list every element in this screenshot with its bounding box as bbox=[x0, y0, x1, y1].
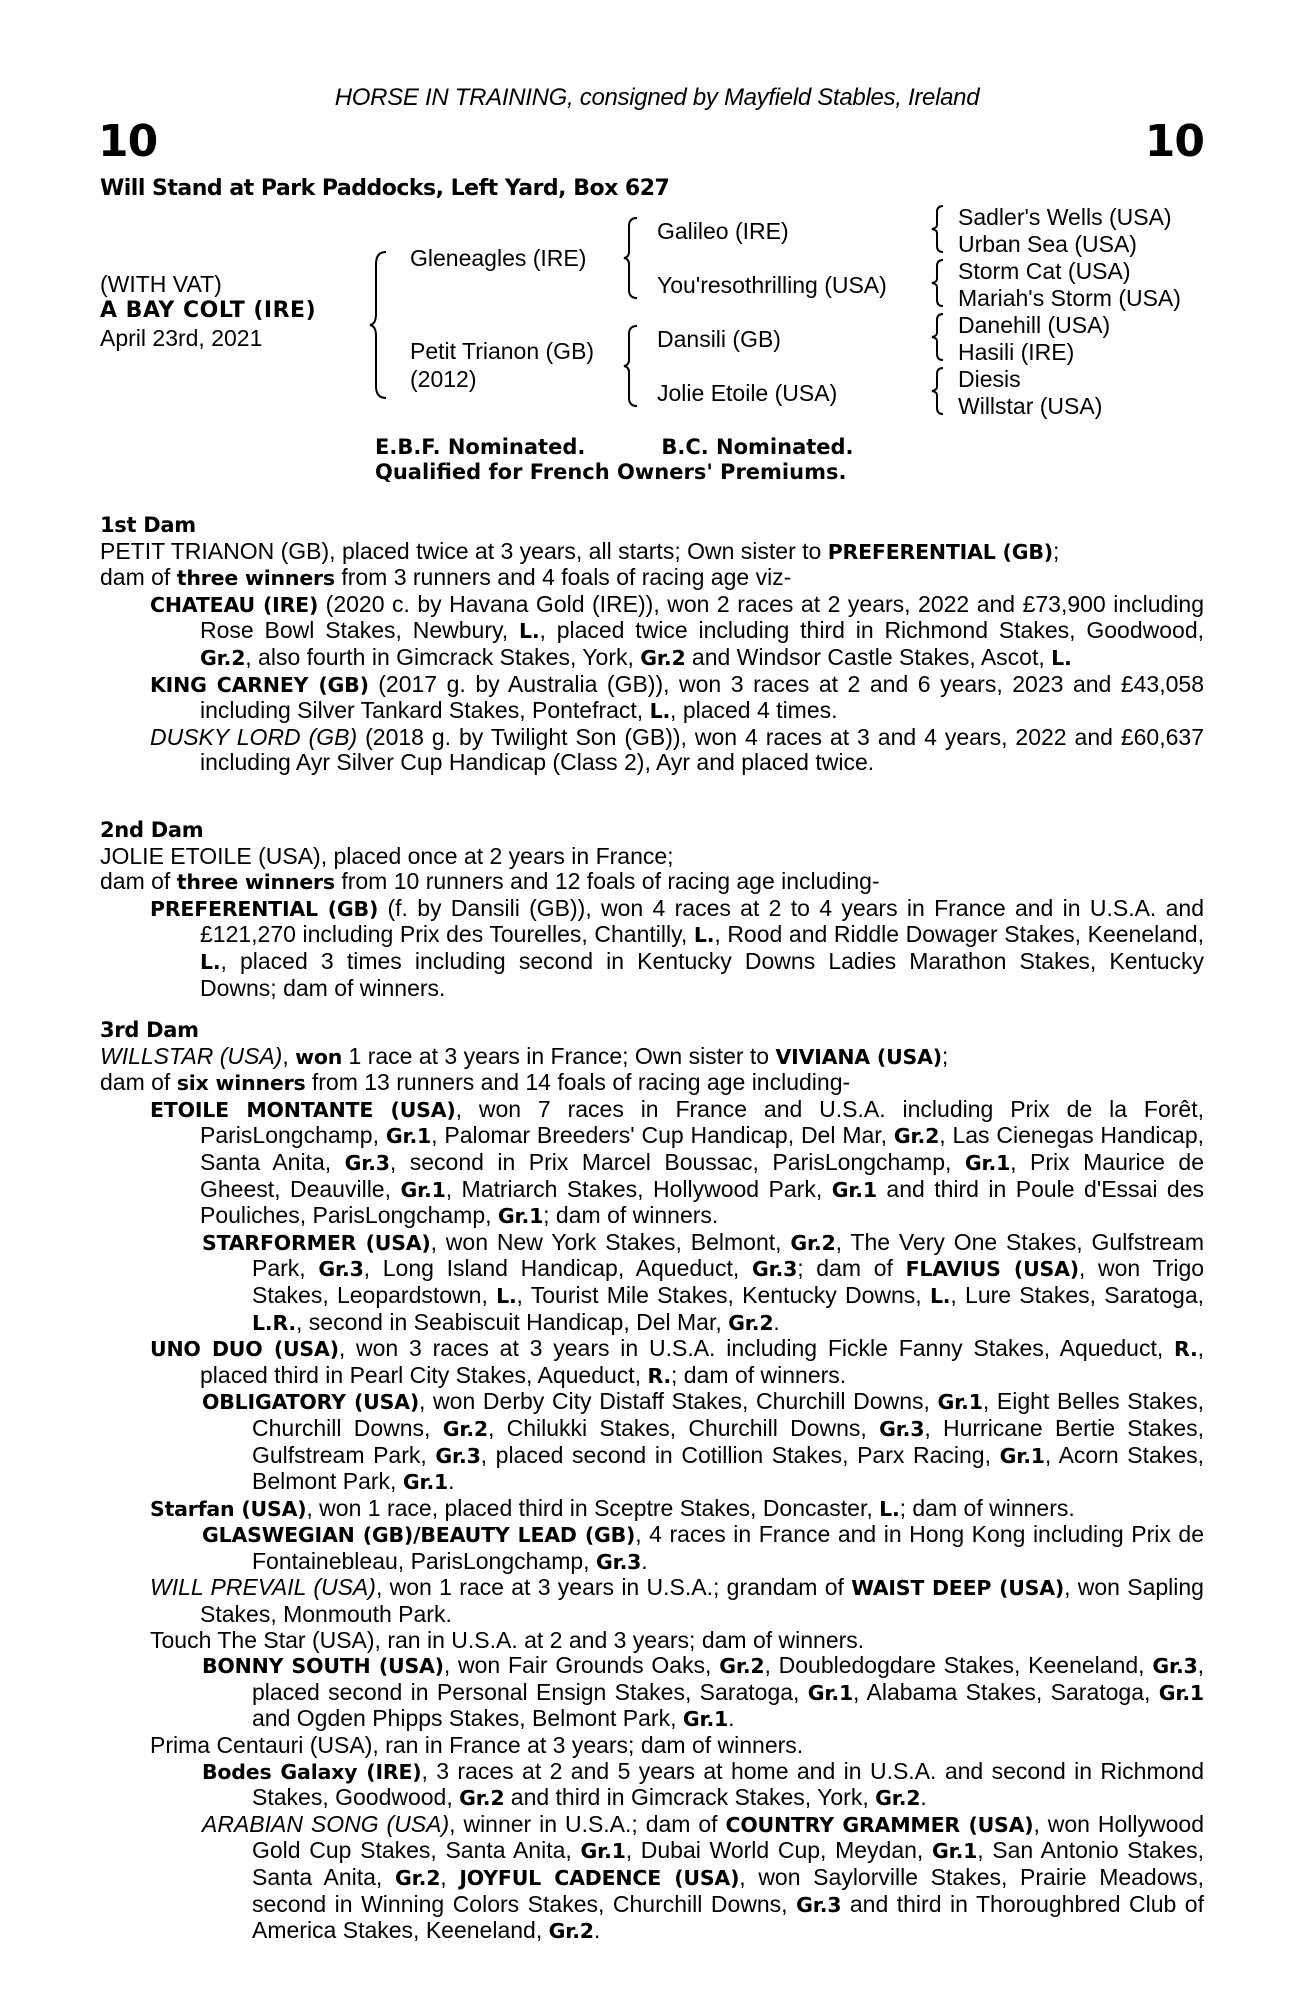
text-run: , placed third in Pearl City Stakes, Aqueduct, bbox=[200, 1335, 1204, 1388]
italic-text: WILLSTAR (USA) bbox=[100, 1042, 283, 1069]
bold-text: Bodes Galaxy (IRE) bbox=[202, 1759, 422, 1784]
bold-text: Gr.1 bbox=[964, 1150, 1011, 1175]
bold-text: Gr.2 bbox=[875, 1786, 921, 1811]
text-run: , placed twice including third in Richmond Stakes, Goodwood, bbox=[539, 617, 1204, 644]
bold-text: Gr.1 bbox=[497, 1204, 544, 1229]
bold-text: Gr.1 bbox=[807, 1680, 854, 1705]
great-grandparent: Urban Sea (USA) bbox=[958, 231, 1137, 257]
descendant-entry bbox=[100, 1522, 1204, 1575]
text-run: , also fourth in Gimcrack Stakes, York, bbox=[245, 643, 641, 670]
bold-text: six winners bbox=[176, 1071, 306, 1096]
text-run: , Eight Belles Stakes, Churchill Downs, bbox=[252, 1388, 1204, 1441]
bold-text: WAIST DEEP (USA) bbox=[851, 1576, 1065, 1601]
text-run: dam of bbox=[100, 564, 177, 591]
bold-text: Gr.1 bbox=[937, 1390, 983, 1415]
text-run: , 4 races in France and in Hong Kong including Prix de Fontainebleau, ParisLongchamp, bbox=[252, 1521, 1204, 1574]
great-grandparent: Hasili (IRE) bbox=[958, 339, 1075, 365]
text-run: dam of bbox=[100, 868, 177, 895]
dam: Petit Trianon (GB) bbox=[410, 338, 595, 364]
text-run: ; dam of winners. bbox=[899, 1494, 1075, 1521]
ggp-brace-icon bbox=[930, 204, 946, 254]
text-run: (f. by Dansili (GB)), won 4 races at 2 to 4 years in France and in U.S.A. and £121,270 including Prix des Tourelles, Chantilly, bbox=[200, 894, 1205, 948]
text-run: , won 3 races at 3 years in U.S.A. including Fickle Fanny Stakes, Aqueduct, bbox=[338, 1335, 1175, 1362]
vat-note: (WITH VAT) bbox=[100, 271, 222, 297]
dam-record bbox=[100, 869, 1204, 896]
text-run: , Long Island Handicap, Aqueduct, bbox=[363, 1255, 752, 1282]
italic-text: ARABIAN SONG (USA) bbox=[202, 1810, 450, 1837]
bold-text: FLAVIUS (USA) bbox=[905, 1257, 1079, 1282]
text-run: , bbox=[282, 1042, 296, 1069]
text-run: . bbox=[920, 1784, 927, 1811]
bold-text: L.R. bbox=[252, 1310, 297, 1335]
text-run: Touch The Star (USA), ran in U.S.A. at 2 and 3 years; dam of winners. bbox=[150, 1626, 865, 1653]
great-grandparent: Willstar (USA) bbox=[958, 393, 1103, 419]
bold-text: Gr.1 bbox=[400, 1177, 446, 1202]
bold-text: GLASWEGIAN (GB)/BEAUTY LEAD (GB) bbox=[202, 1523, 636, 1548]
text-run: , won Saylorville Stakes, Prairie Meadows, second in Winning Colors Stakes, Churchill Downs, bbox=[252, 1864, 1205, 1917]
bold-text: L. bbox=[496, 1283, 517, 1308]
text-run: , won New York Stakes, Belmont, bbox=[430, 1228, 791, 1255]
sire: Gleneagles (IRE) bbox=[410, 245, 587, 271]
bold-text: PREFERENTIAL (GB) bbox=[150, 896, 379, 921]
dam-record bbox=[100, 1044, 1204, 1071]
sire-sire: Galileo (IRE) bbox=[657, 218, 789, 244]
produce-entry bbox=[100, 896, 1204, 1001]
text-run: , placed 4 times. bbox=[670, 697, 838, 724]
bold-text: won bbox=[295, 1044, 343, 1069]
text-run: 1 race at 3 years in France; Own sister to bbox=[342, 1042, 776, 1069]
bold-text: Gr.1 bbox=[682, 1707, 729, 1732]
bold-text: Gr.2 bbox=[395, 1866, 441, 1890]
bold-text: Gr.2 bbox=[719, 1654, 765, 1679]
section-2nd-dam bbox=[100, 818, 1204, 1001]
text-run: ; dam of winners. bbox=[671, 1361, 847, 1388]
text-run: , Chilukki Stakes, Churchill Downs, bbox=[487, 1414, 880, 1441]
text-run: , Palomar Breeders' Cup Handicap, Del Mar, bbox=[431, 1122, 894, 1149]
text-run: . bbox=[728, 1705, 735, 1732]
text-run: , placed 3 times including second in Kentucky Downs Ladies Marathon Stakes, Kentucky Downs; dam of winners. bbox=[200, 947, 1204, 1001]
bold-text: Gr.3 bbox=[751, 1257, 798, 1282]
text-run: , placed second in Personal Ensign Stakes, Saratoga, bbox=[252, 1652, 1204, 1705]
bold-text: L. bbox=[929, 1283, 951, 1308]
bold-text: OBLIGATORY (USA) bbox=[202, 1390, 419, 1415]
ggp-brace-icon bbox=[930, 258, 946, 308]
text-run: and third in Thoroughbred Club of America Stakes, Keeneland, bbox=[252, 1890, 1204, 1944]
produce-entry bbox=[100, 725, 1204, 776]
text-run: . bbox=[773, 1308, 780, 1335]
bold-text: Gr.2 bbox=[790, 1230, 836, 1255]
section-body bbox=[100, 844, 1204, 1002]
produce-entry bbox=[100, 1097, 1204, 1230]
section-heading: 1st Dam bbox=[100, 513, 196, 537]
text-run: ; dam of bbox=[797, 1255, 906, 1282]
produce-entry bbox=[100, 1733, 1204, 1759]
bold-text: JOYFUL CADENCE (USA) bbox=[459, 1866, 740, 1890]
bold-text: Gr.2 bbox=[640, 645, 686, 670]
bold-text: Gr.1 bbox=[580, 1839, 626, 1864]
bold-text: R. bbox=[647, 1363, 672, 1388]
dam-record bbox=[100, 1070, 1204, 1097]
foaling-date: April 23rd, 2021 bbox=[100, 325, 263, 351]
ggp-brace-icon bbox=[930, 312, 946, 362]
text-run: JOLIE ETOILE (USA), placed once at 2 years in France; bbox=[100, 842, 674, 869]
bold-text: Gr.2 bbox=[893, 1124, 940, 1149]
bold-text: Gr.3 bbox=[796, 1892, 842, 1917]
italic-text: DUSKY LORD (GB) bbox=[150, 723, 358, 750]
text-run: Prima Centauri (USA), ran in France at 3 years; dam of winners. bbox=[150, 1732, 804, 1759]
bold-text: Gr.2 bbox=[728, 1310, 774, 1335]
bold-text: Gr.3 bbox=[595, 1549, 642, 1574]
text-run: and third in Poule d'Essai des Pouliches, ParisLongchamp, bbox=[200, 1175, 1204, 1229]
dam-record bbox=[100, 565, 1204, 592]
consignor-line: HORSE IN TRAINING, consigned by Mayfield Stables, Ireland bbox=[334, 84, 980, 111]
bold-text: L. bbox=[693, 923, 715, 948]
descendant-entry bbox=[100, 1759, 1204, 1812]
bold-text: Gr.3 bbox=[435, 1443, 481, 1468]
bold-text: Gr.1 bbox=[931, 1839, 978, 1864]
dam-dam: Jolie Etoile (USA) bbox=[657, 380, 838, 406]
text-run: , Lure Stakes, Saratoga, bbox=[950, 1281, 1205, 1308]
section-heading: 3rd Dam bbox=[100, 1018, 199, 1042]
text-run: . bbox=[448, 1468, 455, 1495]
text-run: and third in Gimcrack Stakes, York, bbox=[504, 1784, 876, 1811]
section-heading: 2nd Dam bbox=[100, 818, 204, 842]
bold-text: Gr.1 bbox=[999, 1443, 1045, 1468]
text-run: , Rood and Riddle Dowager Stakes, Keeneland, bbox=[714, 921, 1204, 948]
bold-text: BONNY SOUTH (USA) bbox=[202, 1654, 444, 1679]
section-body bbox=[100, 1044, 1204, 1945]
dam-record bbox=[100, 539, 1204, 566]
text-run: , won Sapling Stakes, Monmouth Park. bbox=[200, 1574, 1204, 1628]
text-run: from 10 runners and 12 foals of racing age including- bbox=[334, 868, 880, 895]
descendant-entry bbox=[100, 1389, 1204, 1495]
great-grandparent: Mariah's Storm (USA) bbox=[958, 285, 1181, 311]
bold-text: Gr.2 bbox=[442, 1416, 488, 1441]
text-run: from 3 runners and 4 foals of racing age viz- bbox=[334, 564, 792, 591]
bold-text: R. bbox=[1174, 1337, 1198, 1362]
ebf-nomination: E.B.F. Nominated. bbox=[375, 435, 586, 459]
great-grandparent: Diesis bbox=[958, 366, 1021, 392]
nominations bbox=[375, 435, 935, 485]
text-run: , won 1 race at 3 years in U.S.A.; grandam of bbox=[375, 1574, 852, 1601]
produce-entry bbox=[100, 1575, 1204, 1627]
bold-text: three winners bbox=[176, 566, 335, 591]
bold-text: L. bbox=[519, 619, 540, 644]
text-run: , won Fair Grounds Oaks, bbox=[443, 1652, 720, 1679]
dam-brace-icon bbox=[622, 324, 640, 408]
text-run: , Alabama Stakes, Saratoga, bbox=[853, 1678, 1159, 1705]
ggp-brace-icon bbox=[930, 366, 946, 416]
bold-text: L. bbox=[879, 1496, 900, 1521]
bold-text: UNO DUO (USA) bbox=[150, 1337, 339, 1362]
bold-text: Gr.2 bbox=[200, 645, 246, 670]
text-run: (2018 g. by Twilight Son (GB)), won 4 races at 3 and 4 years, 2022 and £60,637 including Ayr Silver Cup Handicap (Class 2), Ayr and placed twice. bbox=[200, 723, 1204, 776]
bold-text: L. bbox=[200, 949, 221, 974]
bold-text: Gr.3 bbox=[879, 1416, 925, 1441]
section-1st-dam bbox=[100, 513, 1204, 776]
bold-text: L. bbox=[1051, 645, 1072, 670]
great-grandparent: Danehill (USA) bbox=[958, 312, 1111, 338]
text-run: , won Hollywood Gold Cup Stakes, Santa Anita, bbox=[252, 1810, 1204, 1864]
bold-text: Gr.2 bbox=[548, 1919, 594, 1944]
bold-text: Starfan (USA) bbox=[150, 1496, 307, 1521]
bold-text: PREFERENTIAL (GB) bbox=[827, 539, 1053, 564]
text-run: , Matriarch Stakes, Hollywood Park, bbox=[445, 1175, 832, 1202]
bold-text: Gr.2 bbox=[459, 1786, 505, 1811]
text-run: , won Trigo Stakes, Leopardstown, bbox=[252, 1255, 1205, 1308]
italic-text: WILL PREVAIL (USA) bbox=[150, 1574, 376, 1601]
bold-text: Gr.1 bbox=[1158, 1680, 1204, 1705]
bold-text: Gr.1 bbox=[831, 1177, 877, 1202]
french-premiums: Qualified for French Owners' Premiums. bbox=[375, 460, 847, 484]
section-3rd-dam bbox=[100, 1018, 1204, 1945]
text-run: , won Derby City Distaff Stakes, Churchill Downs, bbox=[419, 1388, 938, 1415]
text-run: (2017 g. by Australia (GB)), won 3 races at 2 and 6 years, 2023 and £43,058 including Silver Tankard Stakes, Pontefract, bbox=[200, 670, 1204, 724]
stand-location: Will Stand at Park Paddocks, Left Yard, Box 627 bbox=[100, 176, 670, 201]
text-run: , San Antonio Stakes, Santa Anita, bbox=[252, 1837, 1204, 1890]
descendant-entry bbox=[100, 1653, 1204, 1733]
section-body bbox=[100, 539, 1204, 776]
descendant-entry bbox=[100, 1812, 1204, 1945]
text-run: , placed second in Cotillion Stakes, Parx Racing, bbox=[480, 1441, 1000, 1468]
produce-entry bbox=[100, 1336, 1204, 1389]
lot-number-right: 10 bbox=[1144, 116, 1204, 167]
text-run: , Las Cienegas Handicap, Santa Anita, bbox=[200, 1122, 1204, 1175]
text-run: . bbox=[593, 1917, 601, 1944]
bold-text: VIVIANA (USA) bbox=[775, 1044, 942, 1069]
bold-text: CHATEAU (IRE) bbox=[150, 592, 319, 617]
bold-text: Gr.3 bbox=[318, 1257, 364, 1282]
text-run: , bbox=[440, 1864, 460, 1890]
produce-entry bbox=[100, 592, 1204, 672]
text-run: , Prix Maurice de Gheest, Deauville, bbox=[200, 1148, 1204, 1202]
horse-description: A BAY COLT (IRE) bbox=[100, 298, 317, 323]
text-run: , won 1 race, placed third in Sceptre Stakes, Doncaster, bbox=[306, 1494, 880, 1521]
text-run: , Acorn Stakes, Belmont Park, bbox=[252, 1441, 1204, 1495]
great-grandparent: Storm Cat (USA) bbox=[958, 258, 1131, 284]
text-run: , Dubai World Cup, Meydan, bbox=[625, 1837, 932, 1864]
text-run: (2020 c. by Havana Gold (IRE)), won 2 races at 2 years, 2022 and £73,900 including Rose Bowl Stakes, Newbury, bbox=[200, 590, 1204, 644]
produce-entry bbox=[100, 1628, 1204, 1654]
bold-text: ETOILE MONTANTE (USA) bbox=[150, 1097, 456, 1122]
great-grandparent: Sadler's Wells (USA) bbox=[958, 204, 1172, 230]
text-run: . bbox=[641, 1547, 648, 1574]
bold-text: KING CARNEY (GB) bbox=[150, 672, 369, 697]
text-run: dam of bbox=[100, 1069, 177, 1096]
dam-sire: Dansili (GB) bbox=[657, 326, 781, 352]
text-run: , second in Prix Marcel Boussac, ParisLongchamp, bbox=[389, 1148, 965, 1175]
sire-brace-icon bbox=[622, 216, 640, 300]
descendant-entry bbox=[100, 1230, 1204, 1336]
lot-number-left: 10 bbox=[98, 116, 158, 167]
text-run: , second in Seabiscuit Handicap, Del Mar, bbox=[296, 1308, 729, 1335]
bold-text: three winners bbox=[176, 870, 335, 895]
text-run: , Tourist Mile Stakes, Kentucky Downs, bbox=[516, 1281, 930, 1308]
dam-year: (2012) bbox=[410, 366, 477, 392]
text-run: PETIT TRIANON (GB), placed twice at 3 years, all starts; Own sister to bbox=[100, 537, 828, 564]
pedigree-brace-icon bbox=[368, 250, 390, 400]
bold-text: COUNTRY GRAMMER (USA) bbox=[725, 1812, 1034, 1837]
dam-record bbox=[100, 844, 1204, 870]
text-run: , Hurricane Bertie Stakes, Gulfstream Park, bbox=[252, 1414, 1204, 1468]
text-run: , winner in U.S.A.; dam of bbox=[449, 1810, 726, 1837]
text-run: and Windsor Castle Stakes, Ascot, bbox=[685, 643, 1052, 670]
bold-text: Gr.1 bbox=[402, 1470, 449, 1495]
text-run: , Doubledogdare Stakes, Keeneland, bbox=[764, 1652, 1153, 1679]
text-run: ; bbox=[941, 1042, 949, 1069]
text-run: , won 7 races in France and U.S.A. including Prix de la Forêt, ParisLongchamp, bbox=[200, 1095, 1204, 1149]
text-run: and Ogden Phipps Stakes, Belmont Park, bbox=[252, 1705, 683, 1732]
produce-entry bbox=[100, 1496, 1204, 1523]
bold-text: L. bbox=[649, 699, 671, 724]
text-run: from 13 runners and 14 foals of racing age including- bbox=[305, 1069, 851, 1096]
text-run: , The Very One Stakes, Gulfstream Park, bbox=[252, 1228, 1204, 1282]
produce-entry bbox=[100, 672, 1204, 725]
text-run: ; bbox=[1052, 537, 1060, 564]
text-run: , 3 races at 2 and 5 years at home and in U.S.A. and second in Richmond Stakes, Goodwood, bbox=[252, 1757, 1204, 1811]
bold-text: STARFORMER (USA) bbox=[202, 1230, 431, 1255]
bold-text: Gr.3 bbox=[1152, 1654, 1198, 1679]
bold-text: Gr.3 bbox=[344, 1150, 390, 1175]
sire-dam: You'resothrilling (USA) bbox=[657, 272, 887, 298]
bold-text: Gr.1 bbox=[385, 1124, 432, 1149]
bc-nomination: B.C. Nominated. bbox=[661, 435, 854, 459]
text-run: ; dam of winners. bbox=[543, 1202, 719, 1229]
